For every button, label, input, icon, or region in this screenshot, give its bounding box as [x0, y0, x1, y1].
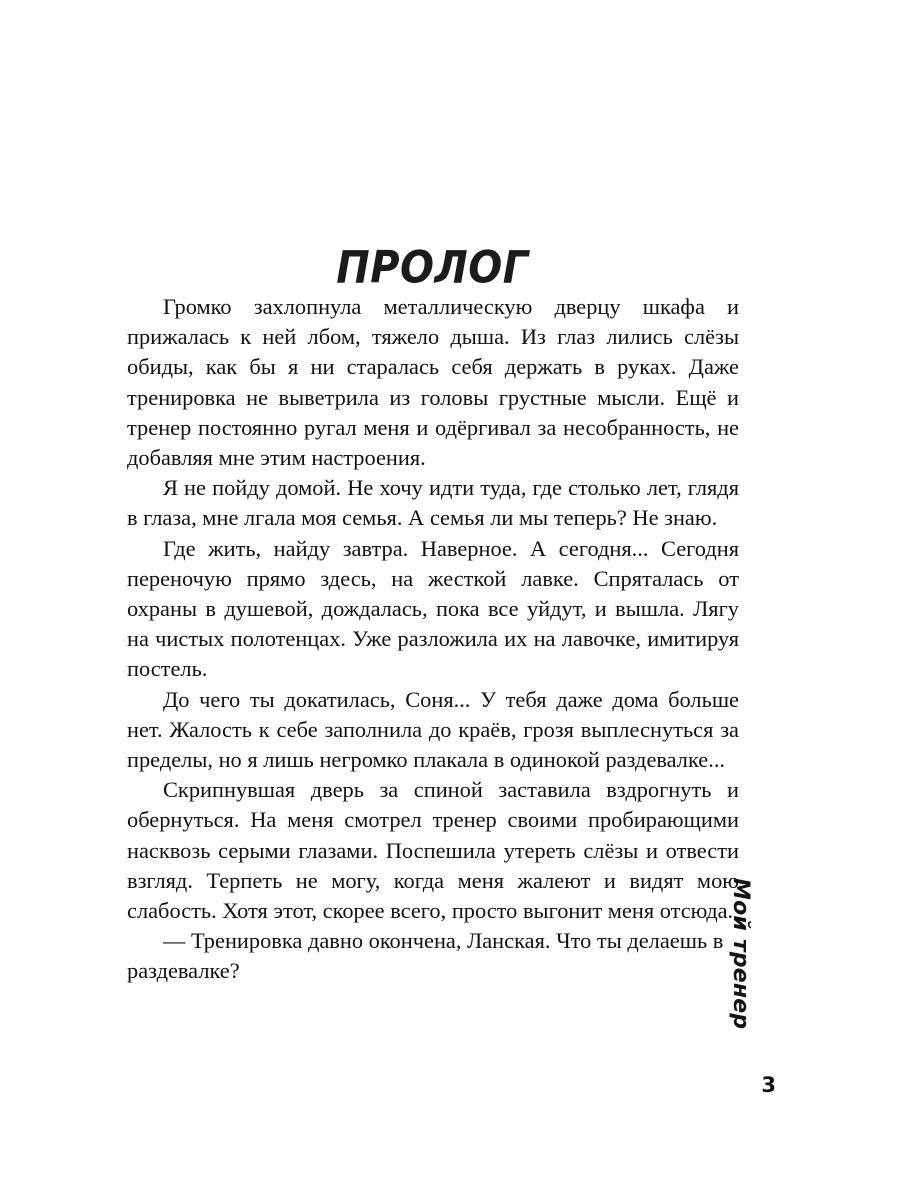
paragraph-dialogue: — Тренировка давно окончена, Ланская. Что ты делаешь в раздевалке? — [127, 928, 724, 984]
page-number: 3 — [761, 1073, 776, 1097]
paragraph: Где жить, найду завтра. Наверное. А сегодня... Сегодня переночую прямо здесь, на жесткой лавке. Спряталась от охраны в душевой, дождалась, пока все уйдут, и вышла. Лягу на чистых полотенцах. Уже разложила их на лавочке, имитируя постель. — [127, 535, 739, 682]
running-head-book-title: Мой тренер — [728, 878, 753, 1030]
paragraph: Я не пойду домой. Не хочу идти туда, где столько лет, глядя в глаза, мне лгала моя семья. А семья ли мы теперь? Не знаю. — [127, 475, 739, 531]
paragraph: Громко захлопнула металлическую дверцу шкафа и прижалась к ней лбом, тяжело дыша. Из глаз лились слёзы обиды, как бы я ни старалась себя держать в руках. Даже тренировка не выветрила из головы грустные мысли. Ещё и тренер постоянно ругал меня и одёргивал за несобранность, не добавляя мне этим настроения. — [127, 294, 739, 471]
paragraph: До чего ты докатилась, Соня... У тебя даже дома больше нет. Жалость к себе заполнила до краёв, грозя выплеснуться за пределы, но я лишь негромко плакала в одинокой раздевалке... — [127, 686, 739, 773]
body-text-column — [127, 292, 739, 987]
chapter-title: ПРОЛОГ — [336, 241, 529, 294]
paragraph: Скрипнувшая дверь за спиной заставила вздрогнуть и обернуться. На меня смотрел тренер своими пробирающими насквозь серыми глазами. Поспешила утереть слёзы и отвести взгляд. Терпеть не могу, когда меня жалеют и видят мою слабость. Хотя этот, скорее всего, просто выгонит меня отсюда. — [127, 777, 739, 924]
